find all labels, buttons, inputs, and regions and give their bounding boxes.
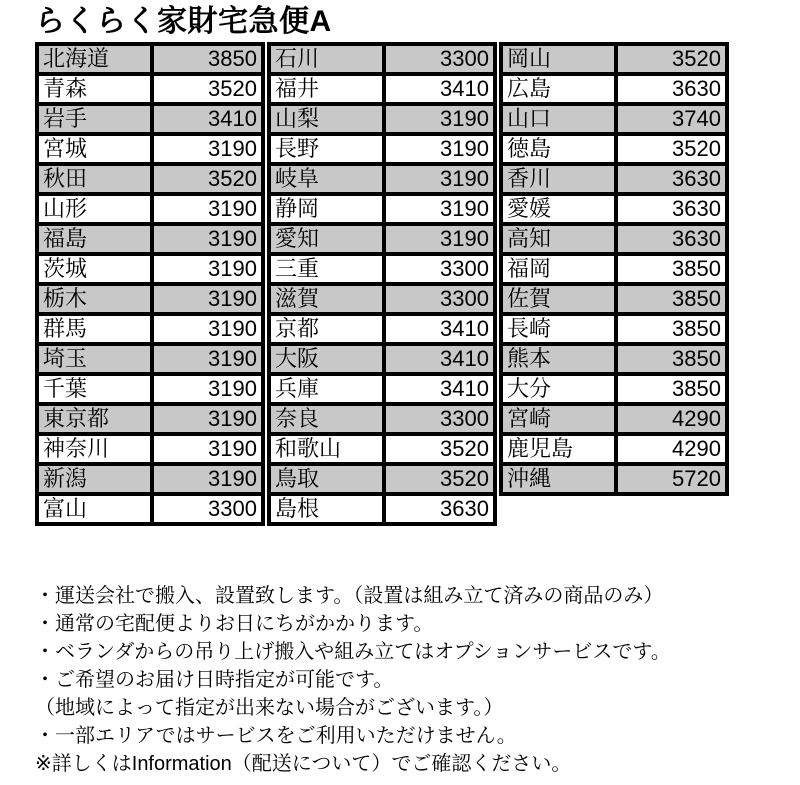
- fee-table-row: [37, 194, 263, 224]
- note-line: ※詳しくはInformation（配送について）でご確認ください。: [35, 753, 572, 775]
- prefecture-name-cell: 三重: [269, 254, 384, 284]
- fee-table-row: [501, 44, 727, 74]
- fee-value-cell: 4290: [616, 434, 727, 464]
- prefecture-name-cell: 宮崎: [501, 404, 616, 434]
- fee-table-row: [269, 254, 495, 284]
- fee-value-cell: 3300: [152, 494, 263, 524]
- fee-table-column-2: [267, 42, 497, 526]
- fee-value-cell: 3520: [616, 134, 727, 164]
- fee-table-row: [269, 404, 495, 434]
- prefecture-name-cell: 長野: [269, 134, 384, 164]
- fee-value-cell: 3410: [384, 314, 495, 344]
- fee-table-row: [37, 74, 263, 104]
- fee-value-cell: 3190: [384, 164, 495, 194]
- fee-table-row: [269, 104, 495, 134]
- fee-table-column-3: [499, 42, 729, 496]
- fee-table-row: [501, 254, 727, 284]
- fee-table-row: [37, 104, 263, 134]
- note-line: ・ベランダからの吊り上げ搬入や組み立てはオプションサービスです。: [35, 641, 671, 663]
- fee-value-cell: 3190: [384, 104, 495, 134]
- prefecture-name-cell: 宮城: [37, 134, 152, 164]
- fee-table-row: [501, 374, 727, 404]
- shipping-fee-tables: [35, 42, 800, 526]
- fee-value-cell: 5720: [616, 464, 727, 494]
- prefecture-name-cell: 高知: [501, 224, 616, 254]
- fee-value-cell: 3190: [152, 224, 263, 254]
- fee-value-cell: 3190: [384, 194, 495, 224]
- fee-table-row: [269, 74, 495, 104]
- fee-table-row: [37, 344, 263, 374]
- fee-value-cell: 3190: [152, 134, 263, 164]
- fee-value-cell: 3850: [152, 44, 263, 74]
- prefecture-name-cell: 山形: [37, 194, 152, 224]
- prefecture-name-cell: 群馬: [37, 314, 152, 344]
- prefecture-name-cell: 兵庫: [269, 374, 384, 404]
- fee-table-row: [501, 194, 727, 224]
- fee-table-row: [37, 284, 263, 314]
- fee-table-row: [501, 344, 727, 374]
- prefecture-name-cell: 滋賀: [269, 284, 384, 314]
- prefecture-name-cell: 大分: [501, 374, 616, 404]
- fee-table-row: [37, 254, 263, 284]
- prefecture-name-cell: 福井: [269, 74, 384, 104]
- prefecture-name-cell: 青森: [37, 74, 152, 104]
- fee-value-cell: 3520: [384, 434, 495, 464]
- prefecture-name-cell: 福岡: [501, 254, 616, 284]
- fee-table-row: [269, 194, 495, 224]
- prefecture-name-cell: 大阪: [269, 344, 384, 374]
- prefecture-name-cell: 沖縄: [501, 464, 616, 494]
- prefecture-name-cell: 岐阜: [269, 164, 384, 194]
- fee-value-cell: 3520: [616, 44, 727, 74]
- prefecture-name-cell: 島根: [269, 494, 384, 524]
- fee-value-cell: 3300: [384, 284, 495, 314]
- fee-table-row: [269, 284, 495, 314]
- fee-value-cell: 3410: [384, 344, 495, 374]
- fee-table-row: [269, 134, 495, 164]
- fee-value-cell: 3520: [152, 74, 263, 104]
- prefecture-name-cell: 北海道: [37, 44, 152, 74]
- fee-table-row: [37, 434, 263, 464]
- prefecture-name-cell: 長崎: [501, 314, 616, 344]
- fee-value-cell: 3300: [384, 254, 495, 284]
- prefecture-name-cell: 愛知: [269, 224, 384, 254]
- fee-table-row: [37, 464, 263, 494]
- fee-value-cell: 3850: [616, 314, 727, 344]
- fee-table-row: [37, 44, 263, 74]
- fee-table-row: [37, 404, 263, 434]
- fee-value-cell: 3410: [152, 104, 263, 134]
- fee-value-cell: 3630: [616, 224, 727, 254]
- fee-value-cell: 3190: [152, 284, 263, 314]
- fee-table-column-1: [35, 42, 265, 526]
- prefecture-name-cell: 京都: [269, 314, 384, 344]
- note-line: ・一部エリアではサービスをご利用いただけません。: [35, 725, 517, 747]
- fee-table-row: [269, 464, 495, 494]
- fee-value-cell: 3630: [384, 494, 495, 524]
- prefecture-name-cell: 埼玉: [37, 344, 152, 374]
- prefecture-name-cell: 静岡: [269, 194, 384, 224]
- prefecture-name-cell: 熊本: [501, 344, 616, 374]
- prefecture-name-cell: 秋田: [37, 164, 152, 194]
- fee-table-row: [501, 164, 727, 194]
- fee-table-row: [501, 404, 727, 434]
- fee-value-cell: 3410: [384, 74, 495, 104]
- fee-table-row: [269, 314, 495, 344]
- prefecture-name-cell: 岡山: [501, 44, 616, 74]
- prefecture-name-cell: 福島: [37, 224, 152, 254]
- prefecture-name-cell: 鹿児島: [501, 434, 616, 464]
- page-title: らくらく家財宅急便A: [35, 5, 332, 38]
- fee-table-row: [269, 494, 495, 524]
- fee-value-cell: 3190: [152, 344, 263, 374]
- fee-value-cell: 3520: [384, 464, 495, 494]
- prefecture-name-cell: 香川: [501, 164, 616, 194]
- fee-table-row: [269, 44, 495, 74]
- prefecture-name-cell: 石川: [269, 44, 384, 74]
- fee-value-cell: 3630: [616, 74, 727, 104]
- prefecture-name-cell: 栃木: [37, 284, 152, 314]
- fee-table-row: [501, 104, 727, 134]
- fee-value-cell: 4290: [616, 404, 727, 434]
- fee-table-row: [501, 314, 727, 344]
- fee-value-cell: 3300: [384, 44, 495, 74]
- fee-table-row: [501, 224, 727, 254]
- fee-value-cell: 3190: [152, 434, 263, 464]
- prefecture-name-cell: 山梨: [269, 104, 384, 134]
- fee-table-row: [501, 434, 727, 464]
- fee-table-row: [269, 344, 495, 374]
- fee-value-cell: 3410: [384, 374, 495, 404]
- fee-value-cell: 3850: [616, 374, 727, 404]
- note-line: ・ご希望のお届け日時指定が可能です。: [35, 669, 394, 691]
- fee-value-cell: 3850: [616, 284, 727, 314]
- fee-table-row: [501, 134, 727, 164]
- fee-value-cell: 3520: [152, 164, 263, 194]
- note-line: ・運送会社で搬入、設置致します。（設置は組み立て済みの商品のみ）: [35, 585, 664, 607]
- fee-value-cell: 3630: [616, 194, 727, 224]
- fee-table-row: [269, 164, 495, 194]
- fee-value-cell: 3850: [616, 344, 727, 374]
- note-line: （地域によって指定が出来ない場合がございます。）: [35, 697, 504, 719]
- fee-value-cell: 3190: [152, 314, 263, 344]
- fee-table-row: [37, 374, 263, 404]
- fee-table-row: [501, 74, 727, 104]
- fee-value-cell: 3190: [152, 194, 263, 224]
- prefecture-name-cell: 奈良: [269, 404, 384, 434]
- fee-table-row: [501, 284, 727, 314]
- fee-value-cell: 3190: [152, 254, 263, 284]
- fee-table-row: [37, 494, 263, 524]
- fee-value-cell: 3190: [152, 404, 263, 434]
- prefecture-name-cell: 新潟: [37, 464, 152, 494]
- prefecture-name-cell: 富山: [37, 494, 152, 524]
- fee-value-cell: 3850: [616, 254, 727, 284]
- prefecture-name-cell: 鳥取: [269, 464, 384, 494]
- prefecture-name-cell: 愛媛: [501, 194, 616, 224]
- prefecture-name-cell: 徳島: [501, 134, 616, 164]
- fee-table-row: [37, 224, 263, 254]
- fee-value-cell: 3190: [152, 464, 263, 494]
- prefecture-name-cell: 東京都: [37, 404, 152, 434]
- fee-value-cell: 3190: [152, 374, 263, 404]
- fee-table-row: [37, 164, 263, 194]
- fee-value-cell: 3190: [384, 224, 495, 254]
- prefecture-name-cell: 神奈川: [37, 434, 152, 464]
- prefecture-name-cell: 和歌山: [269, 434, 384, 464]
- fee-table-row: [37, 134, 263, 164]
- prefecture-name-cell: 佐賀: [501, 284, 616, 314]
- fee-table-row: [501, 464, 727, 494]
- prefecture-name-cell: 山口: [501, 104, 616, 134]
- note-line: ・通常の宅配便よりお日にちがかかります。: [35, 613, 434, 635]
- prefecture-name-cell: 広島: [501, 74, 616, 104]
- fee-value-cell: 3190: [384, 134, 495, 164]
- fee-table-row: [269, 434, 495, 464]
- prefecture-name-cell: 茨城: [37, 254, 152, 284]
- fee-value-cell: 3630: [616, 164, 727, 194]
- fee-table-row: [269, 224, 495, 254]
- fee-value-cell: 3740: [616, 104, 727, 134]
- prefecture-name-cell: 千葉: [37, 374, 152, 404]
- fee-table-row: [269, 374, 495, 404]
- fee-table-row: [37, 314, 263, 344]
- fee-value-cell: 3300: [384, 404, 495, 434]
- prefecture-name-cell: 岩手: [37, 104, 152, 134]
- service-notes: [35, 582, 800, 778]
